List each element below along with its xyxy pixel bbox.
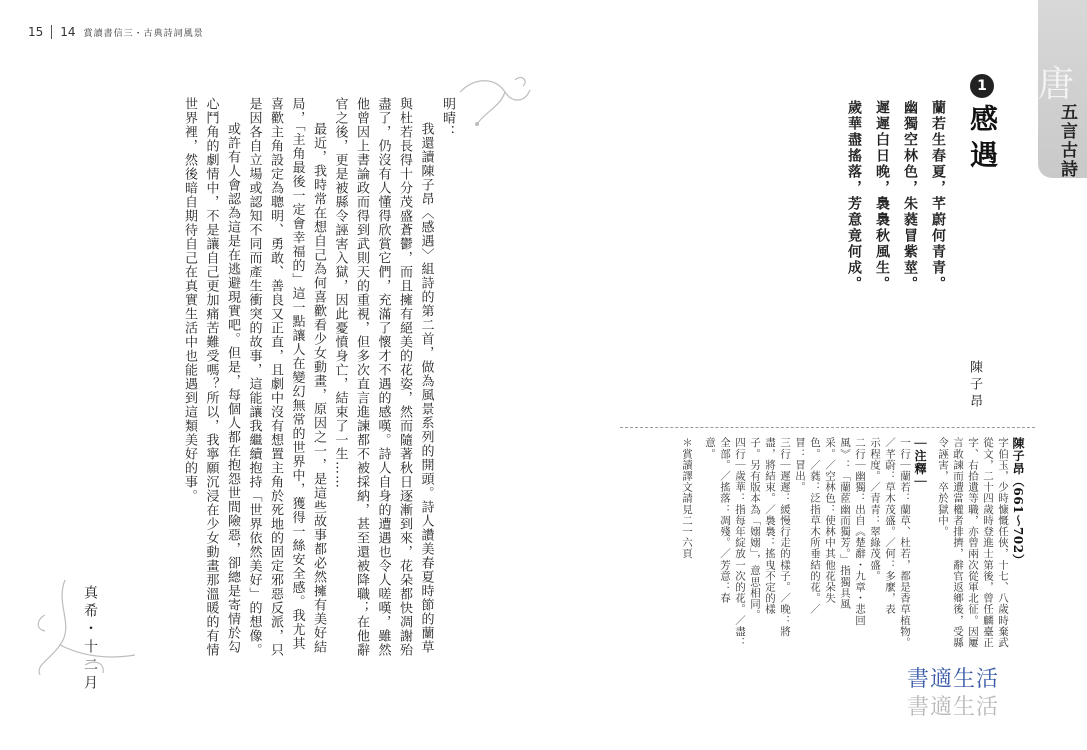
note-line: 風》：「蘭茝幽而獨芳。」指獨具風	[839, 437, 851, 610]
poem-body	[840, 100, 952, 300]
note-line: 二行｜幽獨：出自《楚辭・九章・悲回	[854, 437, 866, 626]
running-header	[28, 22, 204, 42]
poem-line: 蘭若生春夏，芊蔚何青青。	[930, 100, 946, 292]
poem-number-badge: 1	[970, 74, 994, 98]
header-divider	[51, 25, 52, 39]
author-bio-line: 從文，二十四歲時登進士第後，曾任麟臺正	[982, 437, 994, 648]
spacer	[927, 437, 935, 667]
flourish-ornament-top	[455, 72, 535, 132]
note-line: 子。另有版本為「嫋嫋」，意思相同。	[749, 437, 761, 621]
letter-paragraph: 或許有人會認為這是在逃避現實吧。但是，每個人都在抱怨世間險惡，卻總是寄情於勾心鬥角的劇情中，不是讓自己更加痛苦難受嗎？所以，我寧願沉浸在少女動畫那溫暖的有情世界裡，然後暗自期待自己在真實生活中也能遇到這類美好的事。	[182, 97, 240, 657]
book-title: 賞讀書信三・古典詩詞風景	[83, 28, 204, 39]
note-line: 意。	[704, 437, 716, 460]
note-line: 三行｜遲遲：緩慢行走的樣子。／晚：將	[779, 437, 791, 637]
flourish-ornament-bottom	[25, 575, 145, 685]
poem-title: 感遇	[966, 104, 999, 176]
publisher-watermark: 書適生活	[907, 667, 1000, 692]
poem-line: 歲華盡搖落，芳意竟何成。	[846, 100, 862, 292]
poem-line: 幽獨空林色，朱蕤冒紫莖。	[902, 100, 918, 292]
category-label: 五言古詩	[1057, 103, 1077, 179]
notes-heading-text: 注釋	[913, 449, 927, 475]
page-number-right: 15	[28, 25, 44, 39]
note-line: ／芊蔚：草木茂盛。／何：多麼，表	[884, 437, 896, 615]
note-line: 色。／蕤：泛指草木所垂結的花。／	[809, 437, 821, 615]
letter-body	[179, 97, 459, 657]
note-line: 一行｜蘭若：蘭草、杜若，都是香草植物。	[899, 437, 911, 648]
poem-author: 陳子昂	[967, 360, 982, 411]
note-line: 冒：冒出。	[794, 437, 806, 493]
note-line: 全部。／搖落：凋殘。／芳意：春	[719, 437, 731, 604]
author-heading: 陳子昂（661～702）	[1011, 437, 1025, 567]
letter-signature: 真希・十二月	[82, 585, 98, 693]
author-bio-line: 令誣害，卒於獄中。	[937, 437, 949, 537]
section-divider	[620, 427, 1035, 428]
author-bio-line: 字伯玉，少時慷慨任俠，十七、八歲時棄武	[997, 437, 1009, 648]
note-line: 采。／空林色：使林中其他花朵失	[824, 437, 836, 604]
notes-heading: ｜注釋｜	[913, 437, 927, 488]
notes-section	[679, 437, 1025, 667]
note-line: 示程度。／青青：翠綠茂盛。	[869, 437, 881, 582]
letter-greeting: 明晴：	[440, 97, 455, 139]
author-bio-line: 字、右拾遺等職，亦曾兩次從軍北征。因屢	[967, 437, 979, 648]
publisher-watermark-shadow: 書適生活	[907, 695, 1000, 720]
author-bio-line: 言敢諫而遭當權者排擠，辭官返鄉後，受縣	[952, 437, 964, 648]
dynasty-label: 唐	[1038, 64, 1075, 105]
note-line: 四行｜歲華：指每年綻放一次的花。／盡：	[734, 437, 746, 648]
spacer	[694, 437, 702, 667]
letter-paragraph: 最近，我時常在想自己為何喜歡看少女動畫，原因之一，是這些故事都必然擁有美好結局，「主角最後一定會幸福的」這一點讓人在變幻無常的世界中，獲得一絲安全感。我尤其喜歡主角設定為聰明、勇敢、善良又正直，且劇中沒有想置主角於死地的固定邪惡反派，只是因各自立場或認知不同而產生衝突的故事，這能讓我繼續抱持「世界依然美好」的想像。	[246, 97, 326, 657]
poem-line: 遲遲白日晚，裊裊秋風生。	[874, 100, 890, 292]
footnote: ＊賞讀譯文請見二一六頁	[681, 437, 693, 560]
letter-paragraph: 我還讀陳子昂〈感遇〉組詩的第二首，做為風景系列的開頭。詩人讚美春夏時節的蘭草與杜若長得十分茂盛蒼鬱，而且擁有絕美的花姿，然而隨著秋日逐漸到來，花朵都快凋謝殆盡了，仍沒有人懂得欣賞它們，充滿了懷才不遇的感嘆。詩人自身的遭遇也令人嗟嘆，雖然他曾因上書論政而得到武則天的重視，但多次直言進諫都不被採納，甚至還被降職；在他辭官之後，更是被縣令誣害入獄，因此憂憤身亡，結束了一生……	[332, 97, 434, 657]
note-line: 盡，將結束。／裊裊：搖曳不定的樣	[764, 437, 776, 615]
page-number-left: 14	[60, 25, 76, 39]
